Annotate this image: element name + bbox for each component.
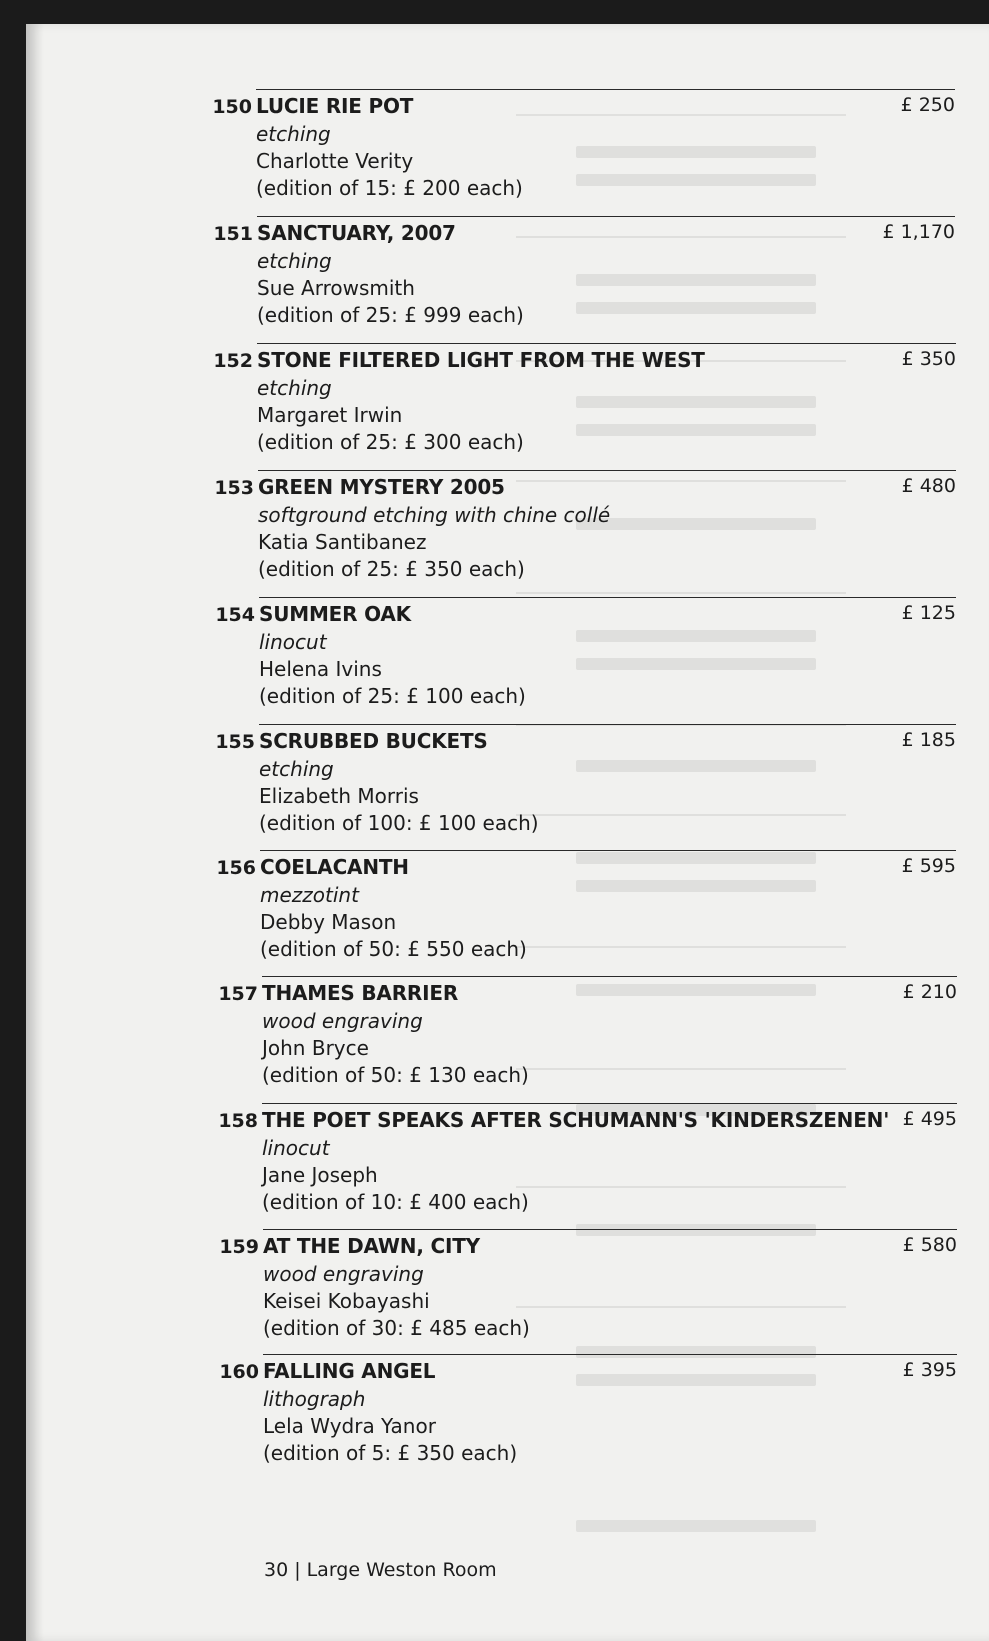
- artist-name: Helena Ivins: [259, 657, 382, 681]
- artwork-medium: linocut: [262, 1136, 330, 1160]
- lot-number: 151: [213, 223, 253, 245]
- artist-name: Jane Joseph: [262, 1163, 378, 1187]
- entry-divider: [263, 1354, 957, 1355]
- catalogue-entries: [26, 24, 989, 1641]
- edition-info: (edition of 25: £ 100 each): [259, 684, 526, 708]
- artwork-title: SANCTUARY, 2007: [257, 221, 456, 245]
- artwork-title: STONE FILTERED LIGHT FROM THE WEST: [257, 348, 705, 372]
- edition-info: (edition of 25: £ 300 each): [257, 430, 524, 454]
- entry-divider: [259, 724, 956, 725]
- artwork-price: £ 1,170: [882, 221, 955, 243]
- artwork-price: £ 495: [902, 1108, 957, 1130]
- artwork-price: £ 350: [901, 348, 956, 370]
- edition-info: (edition of 50: £ 550 each): [260, 937, 527, 961]
- edition-info: (edition of 50: £ 130 each): [262, 1063, 529, 1087]
- artwork-price: £ 250: [900, 94, 955, 116]
- artwork-medium: wood engraving: [263, 1262, 424, 1286]
- artwork-medium: wood engraving: [262, 1009, 423, 1033]
- artwork-price: £ 480: [901, 475, 956, 497]
- artwork-medium: mezzotint: [260, 883, 359, 907]
- edition-info: (edition of 25: £ 999 each): [257, 303, 524, 327]
- catalogue-entry: [213, 216, 955, 334]
- lot-number: 157: [218, 983, 258, 1005]
- artist-name: Elizabeth Morris: [259, 784, 419, 808]
- artwork-title: FALLING ANGEL: [263, 1359, 436, 1383]
- artist-name: Sue Arrowsmith: [257, 276, 415, 300]
- artwork-price: £ 595: [901, 855, 956, 877]
- edition-info: (edition of 5: £ 350 each): [263, 1441, 518, 1465]
- lot-number: 154: [215, 604, 255, 626]
- artwork-medium: etching: [256, 122, 331, 146]
- entry-divider: [260, 850, 956, 851]
- artwork-title: SUMMER OAK: [259, 602, 411, 626]
- entry-divider: [262, 1103, 957, 1104]
- catalogue-entry: [212, 89, 955, 207]
- edition-info: (edition of 100: £ 100 each): [259, 811, 539, 835]
- artwork-title: GREEN MYSTERY 2005: [258, 475, 505, 499]
- entry-divider: [257, 216, 955, 217]
- lot-number: 153: [214, 477, 254, 499]
- artwork-title: THE POET SPEAKS AFTER SCHUMANN'S 'KINDERSZENEN': [262, 1108, 890, 1132]
- artist-name: Katia Santibanez: [258, 530, 427, 554]
- artwork-medium: etching: [259, 757, 334, 781]
- artist-name: Lela Wydra Yanor: [263, 1414, 436, 1438]
- artwork-title: AT THE DAWN, CITY: [263, 1234, 480, 1258]
- catalogue-entry: [215, 597, 956, 715]
- artwork-title: SCRUBBED BUCKETS: [259, 729, 488, 753]
- artwork-price: £ 580: [902, 1234, 957, 1256]
- lot-number: 152: [213, 350, 253, 372]
- catalogue-page: [26, 24, 989, 1641]
- lot-number: 155: [215, 731, 255, 753]
- artist-name: Keisei Kobayashi: [263, 1289, 430, 1313]
- entry-divider: [256, 89, 955, 90]
- lot-number: 160: [219, 1361, 259, 1383]
- page-footer: [264, 1559, 497, 1581]
- entry-divider: [259, 597, 956, 598]
- catalogue-entry: [215, 724, 956, 842]
- artist-name: Debby Mason: [260, 910, 397, 934]
- edition-info: (edition of 15: £ 200 each): [256, 176, 523, 200]
- lot-number: 150: [212, 96, 252, 118]
- lot-number: 156: [216, 857, 256, 879]
- lot-number: 159: [219, 1236, 259, 1258]
- artwork-title: COELACANTH: [260, 855, 409, 879]
- artwork-title: LUCIE RIE POT: [256, 94, 414, 118]
- artwork-price: £ 125: [901, 602, 956, 624]
- catalogue-entry: [216, 850, 956, 968]
- artist-name: John Bryce: [262, 1036, 369, 1060]
- artwork-medium: softground etching with chine collé: [258, 503, 611, 527]
- artist-name: Charlotte Verity: [256, 149, 414, 173]
- catalogue-entry: [213, 343, 956, 461]
- artwork-medium: linocut: [259, 630, 327, 654]
- room-name: Large Weston Room: [306, 1559, 497, 1581]
- catalogue-entry: [218, 1103, 957, 1221]
- artist-name: Margaret Irwin: [257, 403, 403, 427]
- entry-divider: [257, 343, 956, 344]
- edition-info: (edition of 30: £ 485 each): [263, 1316, 530, 1340]
- artwork-medium: etching: [257, 249, 332, 273]
- entry-divider: [258, 470, 956, 471]
- edition-info: (edition of 10: £ 400 each): [262, 1190, 529, 1214]
- artwork-medium: etching: [257, 376, 332, 400]
- catalogue-entry: [219, 1354, 957, 1472]
- entry-divider: [262, 976, 957, 977]
- catalogue-entry: [219, 1229, 957, 1347]
- artwork-price: £ 395: [902, 1359, 957, 1381]
- lot-number: 158: [218, 1110, 258, 1132]
- footer-separator: |: [294, 1559, 301, 1581]
- artwork-price: £ 185: [901, 729, 956, 751]
- catalogue-entry: [218, 976, 957, 1094]
- entry-divider: [263, 1229, 957, 1230]
- edition-info: (edition of 25: £ 350 each): [258, 557, 525, 581]
- page-number: 30: [264, 1559, 289, 1581]
- artwork-price: £ 210: [902, 981, 957, 1003]
- catalogue-entry: [214, 470, 956, 588]
- artwork-medium: lithograph: [263, 1387, 366, 1411]
- artwork-title: THAMES BARRIER: [262, 981, 459, 1005]
